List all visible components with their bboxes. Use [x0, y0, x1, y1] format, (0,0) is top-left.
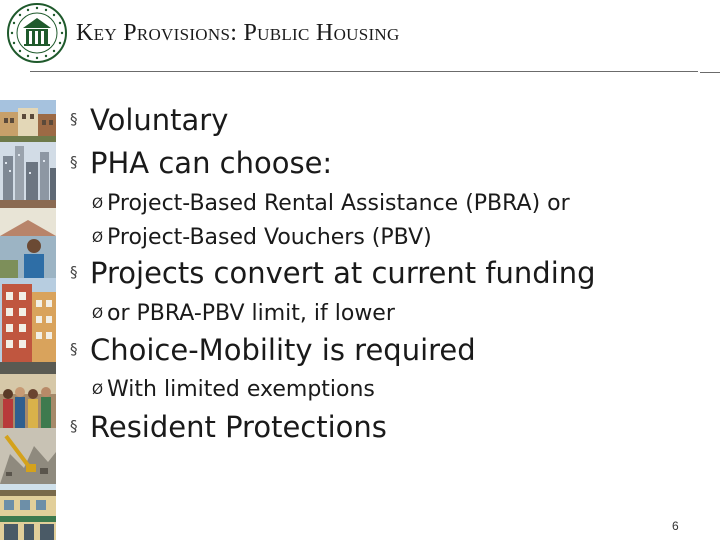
photo-strip	[0, 100, 56, 540]
square-bullet-icon: §	[70, 263, 78, 281]
photo-community-group	[0, 374, 56, 428]
arrow-bullet-icon: Ø	[92, 382, 104, 398]
list-item: Ø Project-Based Rental Assistance (PBRA) or	[92, 191, 570, 216]
square-bullet-icon: §	[70, 153, 78, 171]
photo-residents	[0, 208, 56, 278]
list-item: § Voluntary	[70, 103, 229, 137]
photo-city-skyline	[0, 142, 56, 208]
list-item: Ø Project-Based Vouchers (PBV)	[92, 225, 432, 250]
square-bullet-icon: §	[70, 110, 78, 128]
arrow-bullet-icon: Ø	[92, 196, 104, 212]
list-item: § Projects convert at current funding	[70, 256, 596, 290]
title-divider	[30, 71, 698, 72]
list-item: § Choice-Mobility is required	[70, 333, 476, 367]
list-item: Ø or PBRA-PBV limit, if lower	[92, 301, 395, 326]
arrow-bullet-icon: Ø	[92, 306, 104, 322]
photo-construction	[0, 428, 56, 484]
hud-seal-icon	[6, 2, 68, 64]
square-bullet-icon: §	[70, 340, 78, 358]
photo-storefront	[0, 484, 56, 540]
photo-apartment-building	[0, 278, 56, 374]
page-title: Key Provisions: Public Housing	[76, 20, 400, 46]
page-number: 6	[672, 519, 679, 533]
square-bullet-icon: §	[70, 417, 78, 435]
arrow-bullet-icon: Ø	[92, 230, 104, 246]
title-divider-end	[700, 72, 720, 73]
list-item: § Resident Protections	[70, 410, 387, 444]
list-item: Ø With limited exemptions	[92, 377, 375, 402]
list-item: § PHA can choose:	[70, 146, 333, 180]
photo-rowhouses	[0, 100, 56, 142]
